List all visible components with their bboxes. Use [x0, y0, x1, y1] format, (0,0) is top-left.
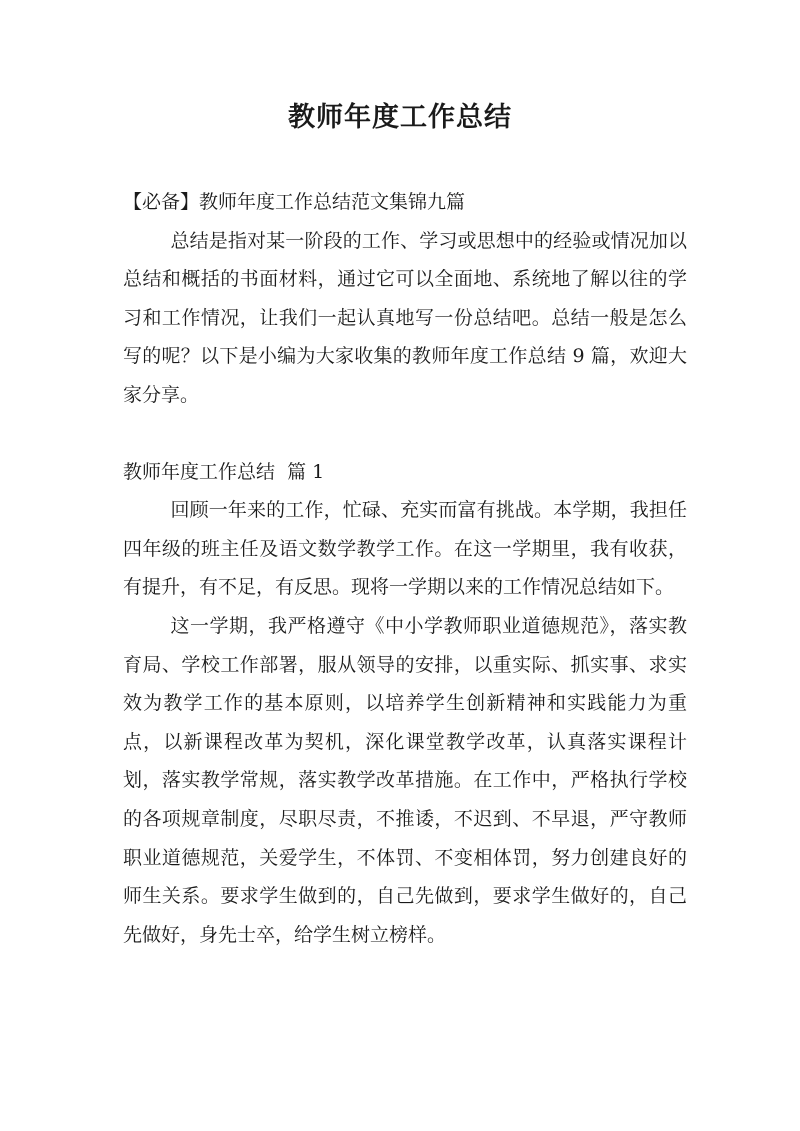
intro-paragraph: 总结是指对某一阶段的工作、学习或思想中的经验或情况加以总结和概括的书面材料，通过它可以全面地、系统地了解以往的学习和工作情况，让我们一起认真地写一份总结吧。总结一般是怎么写的呢？以下是小编为大家收集的教师年度工作总结 9 篇，欢迎大家分享。: [123, 229, 687, 406]
document-body: [123, 183, 687, 954]
section-heading: 教师年度工作总结 篇 1: [123, 460, 325, 483]
intro-heading: 【必备】教师年度工作总结范文集锦九篇: [123, 191, 466, 213]
section-paragraph-2: 这一学期，我严格遵守《中小学教师职业道德规范》，落实教育局、学校工作部署，服从领导的安排，以重实际、抓实事、求实效为教学工作的基本原则，以培养学生创新精神和实践能力为重点，以新课程改革为契机，深化课堂教学改革，认真落实课程计划，落实教学常规，落实教学改革措施。在工作中，严格执行学校的各项规章制度，尽职尽责，不推诿，不迟到、不早退，严守教师职业道德规范，关爱学生，不体罚、不变相体罚，努力创建良好的师生关系。要求学生做到的，自己先做到，要求学生做好的，自己先做好，身先士卒，给学生树立榜样。: [123, 614, 687, 946]
section-spacer: [123, 415, 687, 453]
document-title: 教师年度工作总结: [288, 102, 512, 133]
section-paragraph-1: 回顾一年来的工作，忙碌、充实而富有挑战。本学期，我担任四年级的班主任及语文数学教学工作。在这一学期里，我有收获，有提升，有不足，有反思。现将一学期以来的工作情况总结如下。: [123, 499, 687, 599]
